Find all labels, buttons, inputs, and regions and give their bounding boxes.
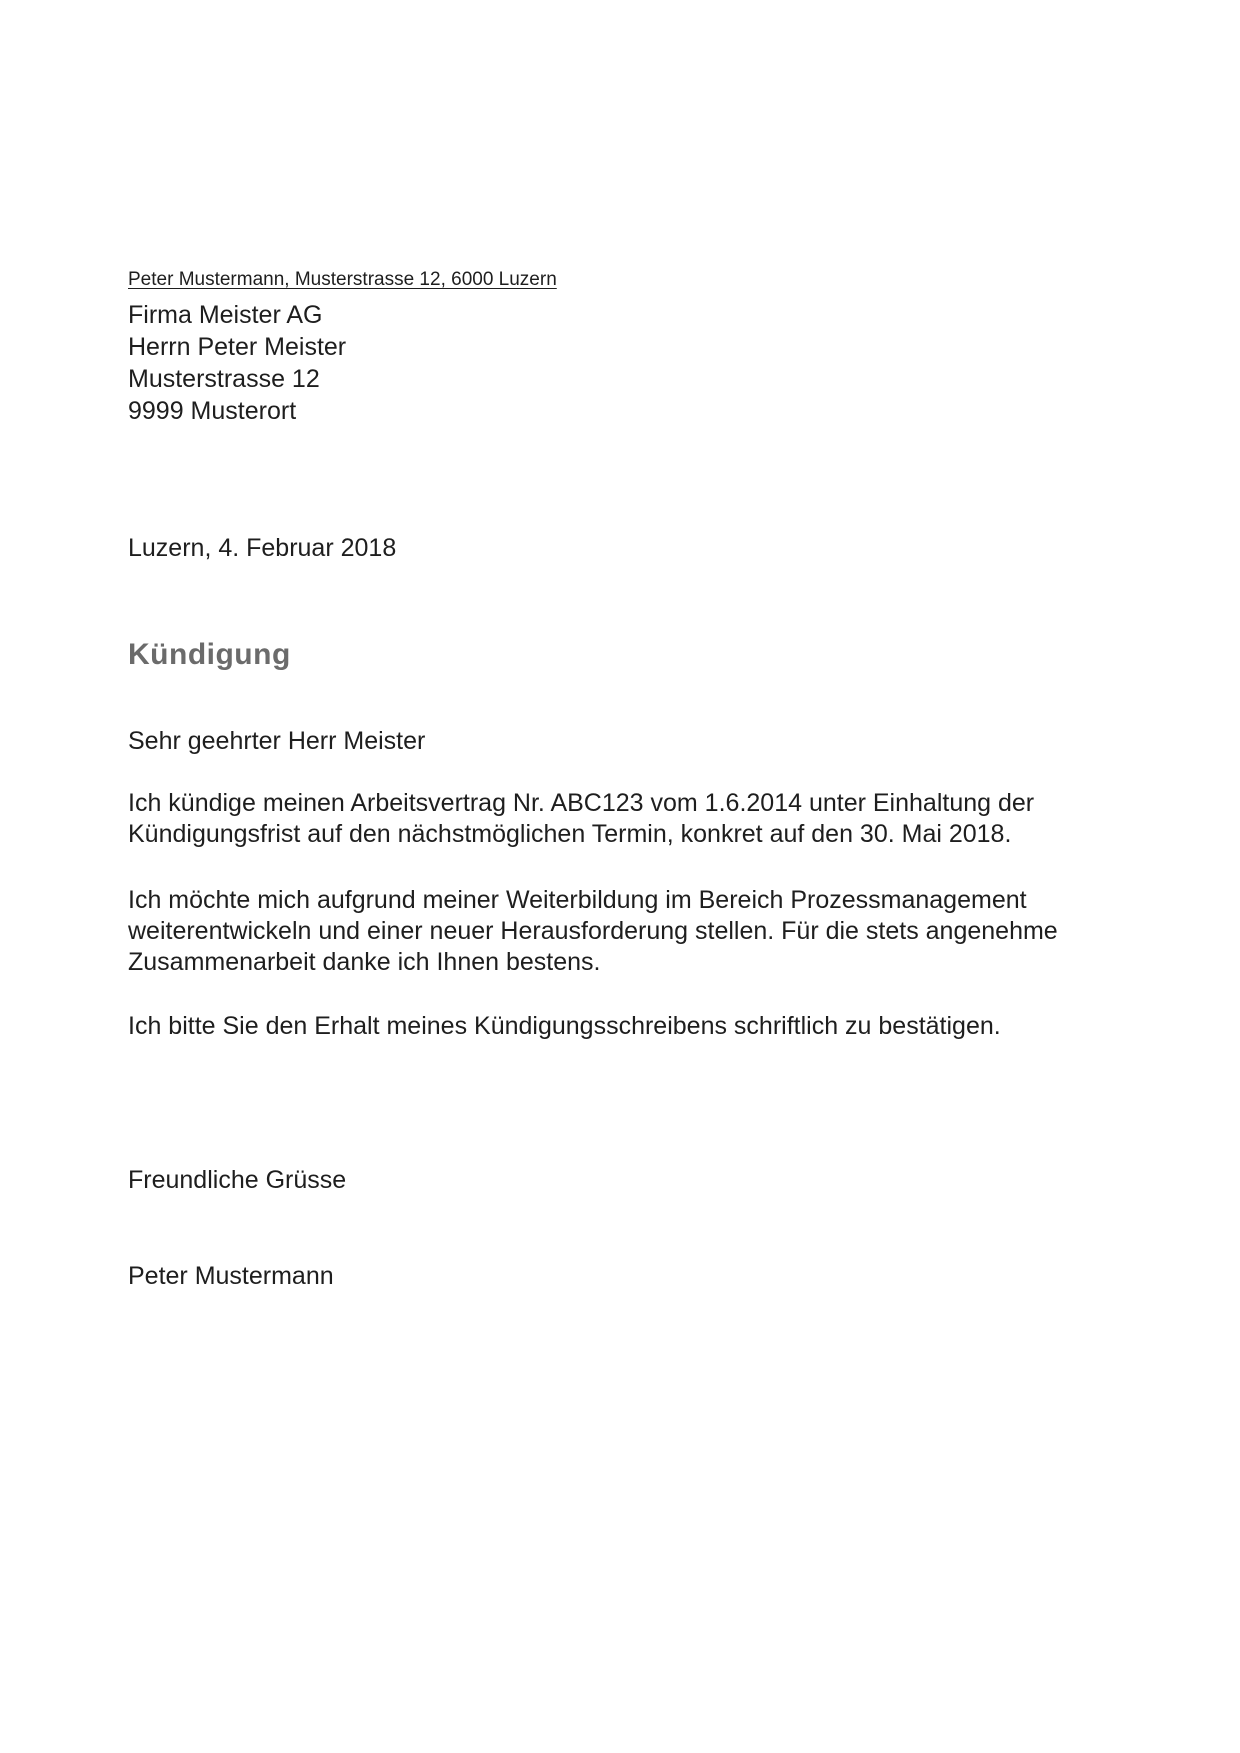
place-and-date: Luzern, 4. Februar 2018 — [128, 534, 397, 562]
recipient-company: Firma Meister AG — [128, 301, 323, 329]
body-paragraph-1 — [128, 788, 1034, 850]
recipient-address-block — [128, 299, 346, 427]
paragraph-line: Zusammenarbeit danke ich Ihnen bestens. — [128, 948, 601, 976]
recipient-street: Musterstrasse 12 — [128, 365, 320, 393]
recipient-city: 9999 Musterort — [128, 397, 297, 425]
closing-phrase: Freundliche Grüsse — [128, 1166, 347, 1194]
paragraph-line: Ich möchte mich aufgrund meiner Weiterbildung im Bereich Prozessmanagement — [128, 886, 1027, 914]
paragraph-line: Ich bitte Sie den Erhalt meines Kündigungsschreibens schriftlich zu bestätigen. — [128, 1012, 1001, 1040]
subject-heading: Kündigung — [128, 638, 291, 671]
paragraph-line: Kündigungsfrist auf den nächstmöglichen Termin, konkret auf den 30. Mai 2018. — [128, 820, 1012, 848]
paragraph-line: weiterentwickeln und einer neuer Herausforderung stellen. Für die stets angenehme — [128, 917, 1058, 945]
recipient-person: Herrn Peter Meister — [128, 333, 347, 361]
body-paragraph-3 — [128, 1011, 1001, 1042]
salutation: Sehr geehrter Herr Meister — [128, 727, 426, 755]
body-paragraph-2 — [128, 885, 1058, 978]
paragraph-line: Ich kündige meinen Arbeitsvertrag Nr. ABC123 vom 1.6.2014 unter Einhaltung der — [128, 789, 1035, 817]
sender-address-line: Peter Mustermann, Musterstrasse 12, 6000 Luzern — [128, 269, 557, 290]
signature-name: Peter Mustermann — [128, 1262, 334, 1290]
